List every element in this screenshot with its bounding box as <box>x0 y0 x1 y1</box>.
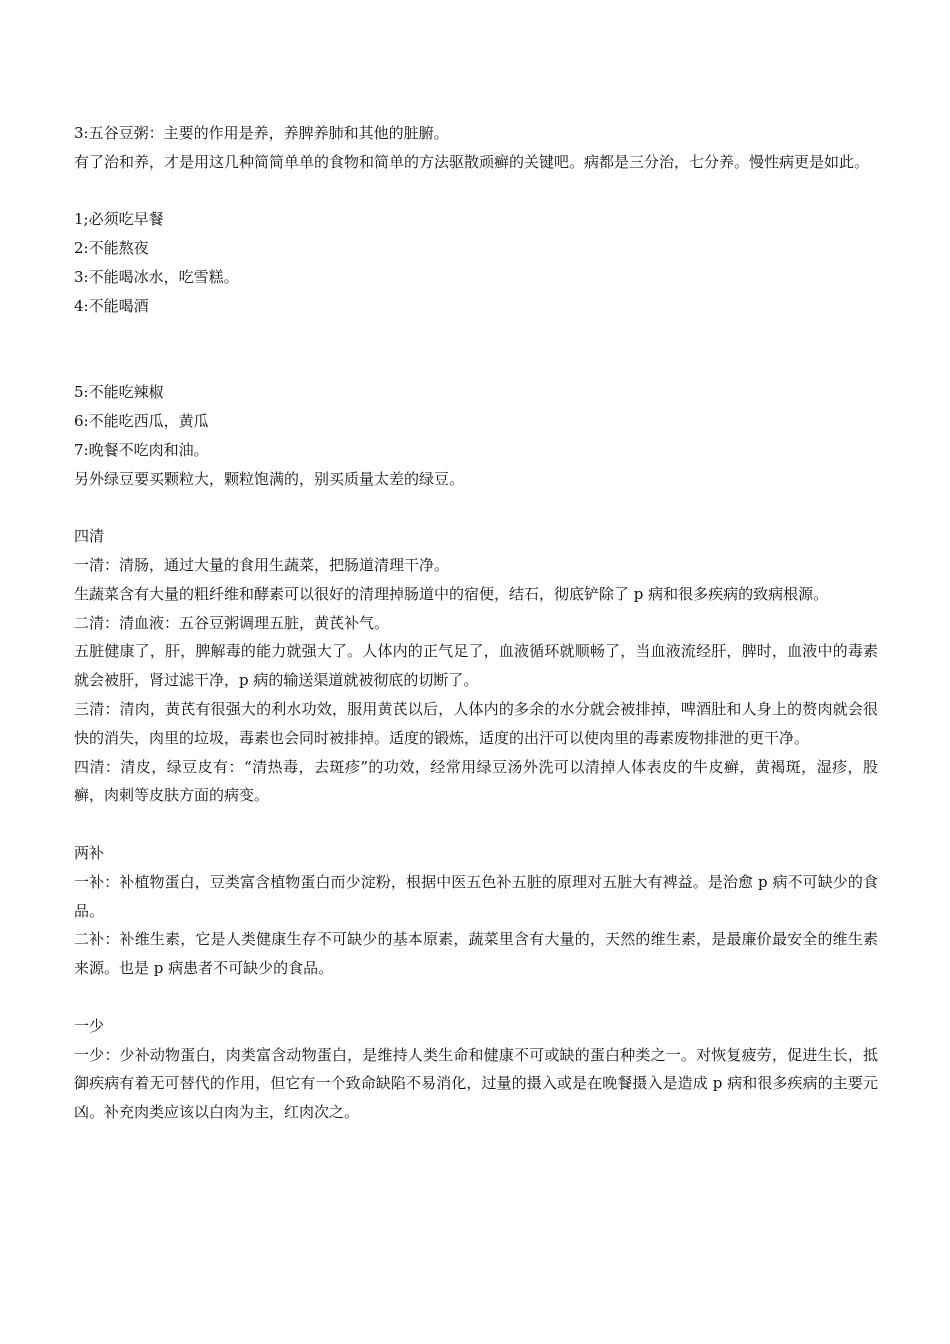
section-heading-liangbu: 两补 <box>74 843 105 862</box>
paragraph-qing-1: 一清：清肠，通过大量的食用生蔬菜，把肠道清理干净。 <box>74 555 450 574</box>
rule-item-4: 4:不能喝酒 <box>74 296 149 315</box>
paragraph-qing-3: 三清：清肉，黄芪有很强大的利水功效，服用黄芪以后，人体内的多余的水分就会被排掉，啤酒肚和人身上的赘肉就会很快的消失，肉里的垃圾，毒素也会同时被排掉。适度的锻炼，适度的出汗可以使肉里的毒素废物排泄的更干净。 <box>74 699 878 747</box>
paragraph-qing-4: 四清：清皮，绿豆皮有：“清热毒，去斑疹”的功效，经常用绿豆汤外洗可以清掉人体表皮的牛皮癣，黄褐斑，湿疹，股癣，肉刺等皮肤方面的病变。 <box>74 757 878 805</box>
document-body <box>74 119 878 1127</box>
spacer <box>74 810 878 839</box>
spacer <box>74 321 878 379</box>
mung-bean-note: 另外绿豆要买颗粒大，颗粒饱满的，别买质量太差的绿豆。 <box>74 469 465 488</box>
rule-item-7: 7:晚餐不吃肉和油。 <box>74 440 209 459</box>
rule-item-5: 5:不能吃辣椒 <box>74 383 164 402</box>
paragraph-bu-1: 一补：补植物蛋白，豆类富含植物蛋白而少淀粉，根据中医五色补五脏的原理对五脏大有裨益。是治愈 p 病不可缺少的食品。 <box>74 872 878 920</box>
paragraph-qing-1-detail: 生蔬菜含有大量的粗纤维和酵素可以很好的清理掉肠道中的宿便，结石，彻底铲除了 p 病和很多疾病的致病根源。 <box>74 584 829 603</box>
paragraph-zhi-yang: 有了治和养，才是用这几种简简单单的食物和简单的方法驱散顽癣的关键吧。病都是三分治，七分养。慢性病更是如此。 <box>74 152 870 171</box>
section-heading-yishao: 一少 <box>74 1016 105 1035</box>
rule-item-1: 1;必须吃早餐 <box>74 210 164 229</box>
paragraph-wugu-douzhou: 3:五谷豆粥：主要的作用是养，养脾养肺和其他的脏腑。 <box>74 124 449 142</box>
paragraph-shao-1: 一少：少补动物蛋白，肉类富含动物蛋白，是维持人类生命和健康不可或缺的蛋白种类之一。对恢复疲劳，促进生长，抵御疾病有着无可替代的作用，但它有一个致命缺陷不易消化，过量的摄入或是在晚餐摄入是造成 p 病和很多疾病的主要元凶。补充肉类应该以白肉为主，红肉次之。 <box>74 1045 878 1122</box>
paragraph-bu-2: 二补：补维生素，它是人类健康生存不可缺少的基本原素，蔬菜里含有大量的，天然的维生素，是最廉价最安全的维生素来源。也是 p 病患者不可缺少的食品。 <box>74 930 878 978</box>
spacer <box>74 493 878 522</box>
paragraph-qing-2: 二清：清血液：五谷豆粥调理五脏，黄芪补气。 <box>74 613 390 632</box>
section-heading-siqing: 四清 <box>74 527 105 546</box>
spacer <box>74 983 878 1012</box>
paragraph-qing-2-detail: 五脏健康了，肝，脾解毒的能力就强大了。人体内的正气足了，血液循环就顺畅了，当血液流经肝，脾时，血液中的毒素就会被肝，肾过滤干净，p 病的输送渠道就被彻底的切断了。 <box>74 642 878 690</box>
rule-item-2: 2:不能熬夜 <box>74 239 149 258</box>
rule-item-6: 6:不能吃西瓜，黄瓜 <box>74 411 209 430</box>
spacer <box>74 177 878 206</box>
rule-item-3: 3:不能喝冰水，吃雪糕。 <box>74 267 239 286</box>
